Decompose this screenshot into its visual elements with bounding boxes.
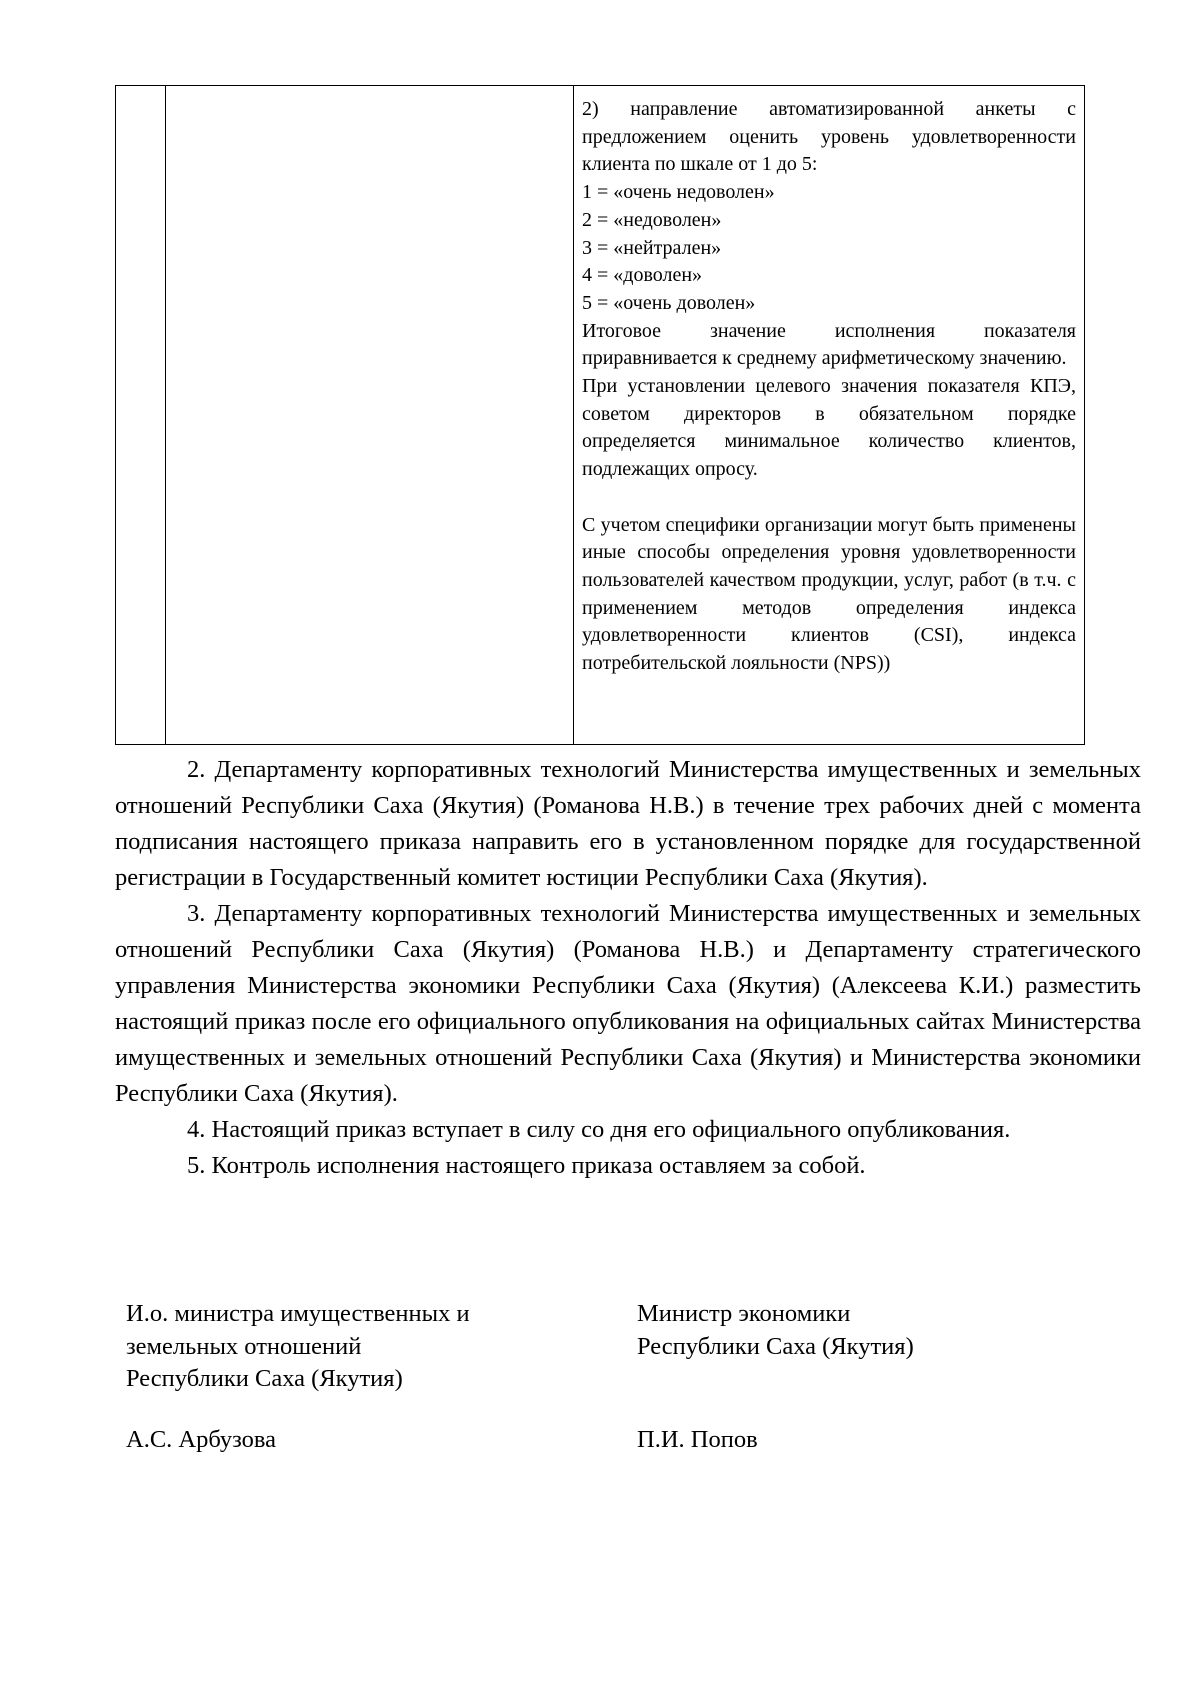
method-line: 2) направление автоматизированной анкеты с предложением оценить уровень удовлетворенности клиента по шкале от 1 до 5: [582,98,1076,176]
method-line: 4 = «доволен» [582,264,703,287]
signature-left-name [126,1424,276,1457]
signatory-name: П.И. Попов [637,1426,758,1453]
paragraph: 3. Департаменту корпоративных технологий Министерства имущественных и земельных отношений Республики Саха (Якутия) (Романова Н.В.) и Департаменту стратегического управления Министерства экономики Республики Саха (Якутия) (Алексеева К.И.) разместить настоящий приказ после его официального опубликования на официальных сайтах Министерства имущественных и земельных отношений Республики Саха (Якутия) и Министерства экономики Республики Саха (Якутия). [115,900,1141,1107]
signature-left-title [126,1298,470,1396]
blank-line [582,484,1076,512]
signatory-name: А.С. Арбузова [126,1426,277,1453]
method-line: 2 = «недоволен» [582,208,722,231]
method-text [574,86,1084,686]
table-row [116,86,1085,745]
method-line: 1 = «очень недоволен» [582,181,775,204]
method-line: 5 = «очень доволен» [582,291,756,314]
signature-title-line: Министр экономики [637,1300,851,1327]
paragraph: 4. Настоящий приказ вступает в силу со дня его официального опубликования. [187,1116,1011,1143]
kpi-table [115,85,1085,745]
method-line: Итоговое значение исполнения показателя приравнивается к среднему арифметическому значению. [582,319,1076,370]
paragraph: 5. Контроль исполнения настоящего приказа оставляем за собой. [187,1152,866,1179]
paragraph: 2. Департаменту корпоративных технологий Министерства имущественных и земельных отношений Республики Саха (Якутия) (Романова Н.В.) в течение трех рабочих дней с момента подписания настоящего приказа направить его в установленном порядке для государственной регистрации в Государственный комитет юстиции Республики Саха (Якутия). [115,756,1141,891]
table-cell-indicator [166,86,574,745]
order-body [115,752,1141,1184]
signature-right-name [637,1424,758,1457]
signature-right-title [637,1298,914,1363]
table-cell-number [116,86,166,745]
method-line: С учетом специфики организации могут быть применены иные способы определения уровня удовлетворенности пользователей качеством продукции, услуг, работ (в т.ч. с применением методов определения индекса удовлетворенности клиентов (CSI), индекса потребительской лояльности (NPS)) [582,513,1076,675]
method-line: 3 = «нейтрален» [582,236,722,259]
signature-title-line: Республики Саха (Якутия) [126,1365,403,1392]
signature-title-line: земельных отношений [126,1332,362,1360]
table-cell-method [574,86,1085,745]
method-line: При установлении целевого значения показателя КПЭ, советом директоров в обязательном порядке определяется минимальное количество клиентов, подлежащих опросу. [582,375,1076,481]
signature-title-line: И.о. министра имущественных и [126,1300,470,1327]
signature-title-line: Республики Саха (Якутия) [637,1332,914,1360]
